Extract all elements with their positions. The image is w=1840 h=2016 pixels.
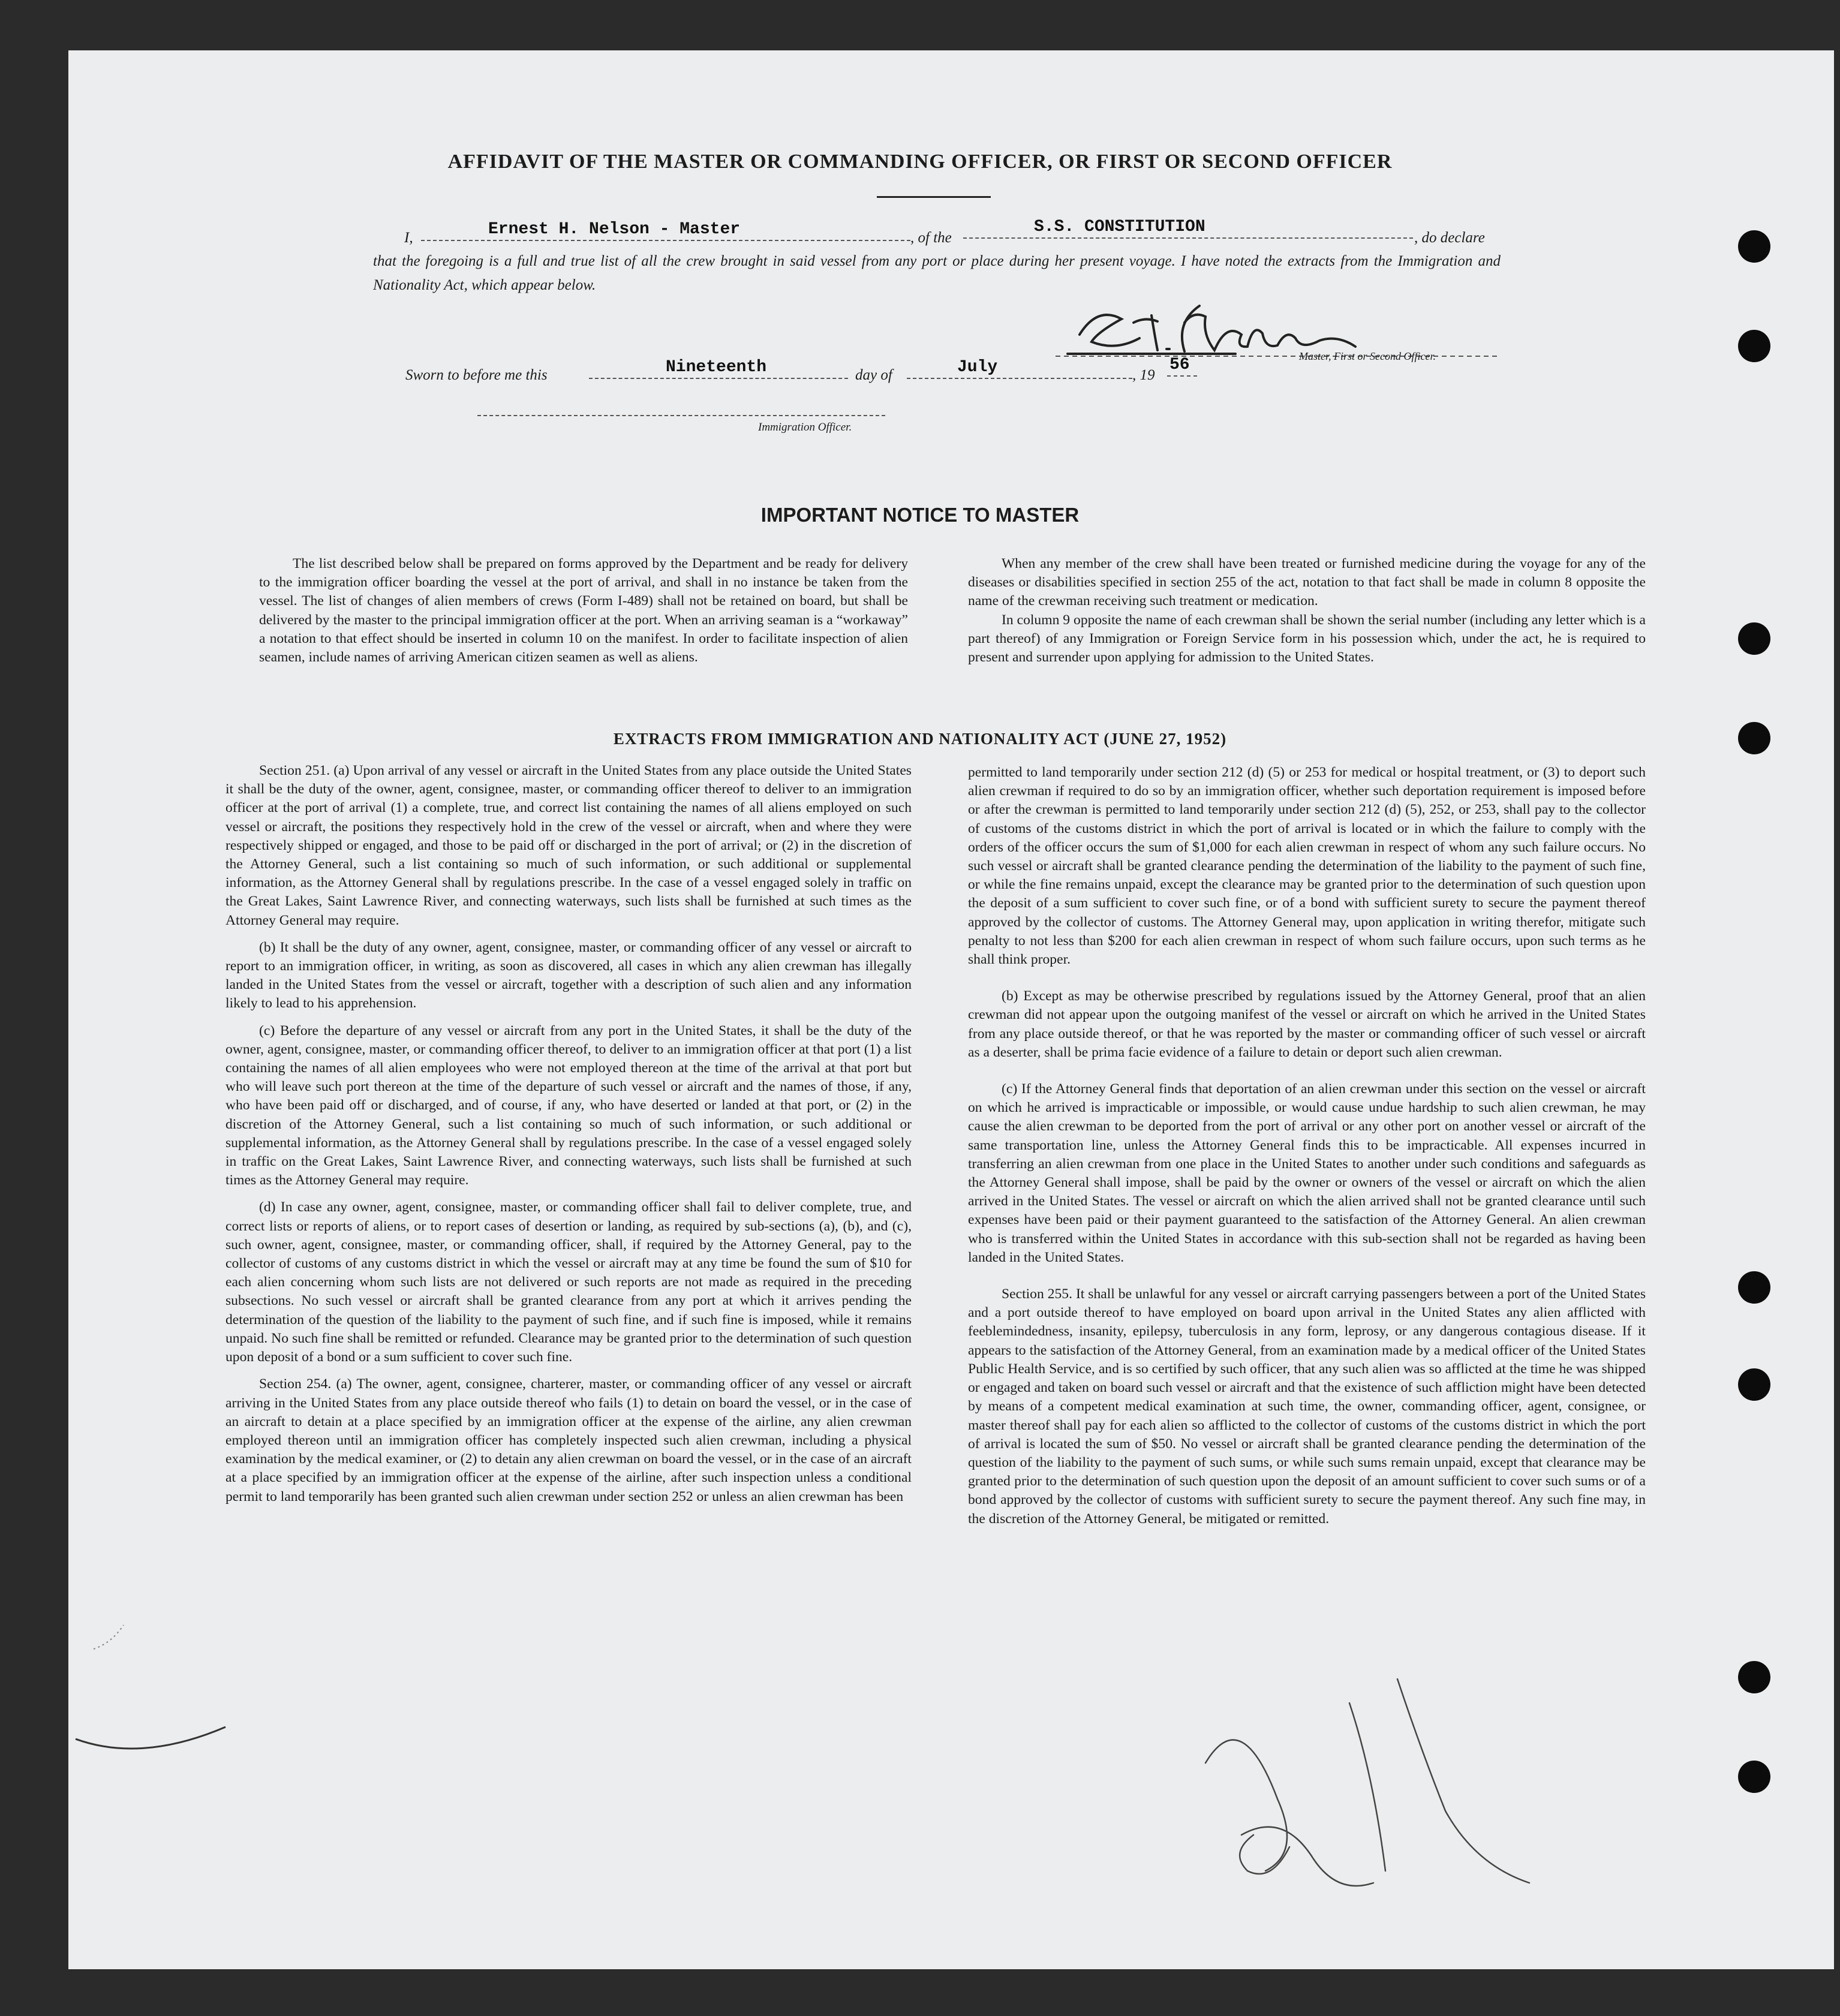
section-paragraph: Section 251. (a) Upon arrival of any vessel or aircraft in the United States from any place outside the United States it shall be the duty of the owner, agent, consignee, master, or commanding officer thereof to deliver to an immigration officer at the port of arrival (1) a complete, true, and correct list containing the names of all aliens employed on such vessel or aircraft, the positions they respectively hold in the crew of the vessel or aircraft, when and where they were respectively shipped or engaged, and those to be paid off or discharged in the port of arrival; or (2) in the discretion of the Attorney General, such a list containing so much of such information, or such additional or supplemental information, as the Attorney General shall by regulations prescribe. In the case of a vessel engaged solely in traffic on the Great Lakes, Saint Lawrence River, and connecting waterways, such lists shall be furnished at such times as the Attorney General may require. bbox=[226, 763, 912, 928]
year-prefix: , 19 bbox=[1132, 367, 1155, 383]
notice-left-column bbox=[259, 555, 908, 675]
notice-left-paragraph: The list described below shall be prepared on forms approved by the Department and be ready for delivery to the immigration officer boarding the vessel at the port of arrival, and shall in no instance be taken from the vessel. The list of changes of alien members of crews (Form I-489) shall not be retained on board, but shall be delivered by the master to the principal immigration officer at the port. When an arriving seaman is a “workaway” a notation to that effect should be inserted in column 10 on the manifest. In order to facilitate inspection of alien seamen, include names of arriving American citizen seamen as well as aliens. bbox=[259, 556, 908, 666]
extracts-left-column bbox=[226, 762, 912, 1515]
immigration-officer-label: Immigration Officer. bbox=[758, 421, 852, 434]
vessel-value: S.S. CONSTITUTION bbox=[1034, 218, 1205, 236]
section-paragraph: (d) In case any owner, agent, consignee, master, or commanding officer shall fail to deliver complete, true, and correct lists or reports of aliens, or to report cases of desertion or landing, as required by sub-sections (a), (b), and (c), such owner, agent, consignee, master, or commanding officer, shall, if required by the Attorney General, pay to the collector of customs of any customs district in which the vessel or aircraft may at any time be found the sum of $10 for each alien concerning whom such lists are not delivered or such reports are not made as required in the preceding subsections. No such vessel or aircraft shall be granted clearance from any port at which it arrives pending the determination of the question of the liability to the payment of such fine, and if such fine is imposed, while it remains unpaid. No such fine shall be remitted or refunded. Clearance may be granted prior to the determination of such question upon deposit of a bond or a sum sufficient to cover such fine. bbox=[226, 1199, 912, 1365]
of-the-label: , of the bbox=[910, 230, 952, 246]
day-of-label: day of bbox=[855, 367, 892, 383]
section-paragraph: (c) If the Attorney General finds that deportation of an alien crewman under this section on the vessel or aircraft on which he arrived is impracticable or impossible, or would cause undue hardship to such alien crewman, he may cause the alien crewman to be deported from the port of arrival or any other port on another vessel or aircraft of the same transportation line, unless the Attorney General finds this to be impracticable. All expenses incurred in transferring an alien crewman from one place in the United States to another under such conditions and safeguards as the Attorney General shall impose, shall be paid by the owner or owners of the vessel or aircraft on which the alien arrived in the United States. The vessel or aircraft on which the alien arrived shall not be granted clearance until such expenses have been paid or their payment guaranteed to the satisfaction of the Attorney General. An alien crewman who is transferred within the United States in accordance with this sub-section shall not be regarded as having been landed in the United States. bbox=[968, 1081, 1646, 1265]
declarant-field bbox=[421, 222, 910, 241]
title-divider bbox=[877, 196, 991, 198]
punch-hole bbox=[1738, 1271, 1770, 1304]
punch-hole bbox=[1738, 230, 1770, 263]
section-paragraph: (b) Except as may be otherwise prescribed by regulations issued by the Attorney General, proof that an alien crewman did not appear upon the outgoing manifest of the vessel or aircraft on which he arrived in the United States from any place outside thereof, or that he was reported by the master or commanding officer of such vessel or aircraft as a deserter, shall be prima facie evidence of a failure to detain or deport such alien crewman. bbox=[968, 988, 1646, 1060]
sworn-day-value: Nineteenth bbox=[666, 358, 767, 377]
sworn-month-field bbox=[907, 360, 1132, 379]
declaration-prefix: I, bbox=[404, 230, 413, 246]
sworn-month-value: July bbox=[957, 358, 998, 377]
stamp-fragment bbox=[70, 1571, 249, 1763]
sworn-day-field bbox=[589, 360, 848, 379]
extracts-right-column bbox=[968, 763, 1646, 1537]
punch-hole bbox=[1738, 622, 1770, 655]
section-paragraph: permitted to land temporarily under section 212 (d) (5) or 253 for medical or hospital treatment, or (3) to deport such alien crewman if required to do so by an immigration officer, whether such deportation requirement is imposed before or after the crewman is permitted to land temporarily under section 212 (d) (5), 252, or 253, shall pay to the collector of customs of the customs district in which the port of arrival is located or in which the failure to comply with the orders of the officer occurs the sum of $1,000 for each alien crewman in respect of whom any such failure occurs. No such vessel or aircraft shall be granted clearance pending the determination of the liability to the payment of such fine, or while the fine remains unpaid, except the clearance may be granted prior to the determination of such question upon the deposit of a sum sufficient to cover such fine, or of a bond with sufficient surety to secure the payment thereof approved by the collector of customs. The Attorney General may, upon application in writing therefor, mitigate such penalty to not less than $200 for each alien crewman in respect of whom such failure occurs, upon such terms as he shall think proper. bbox=[968, 765, 1646, 968]
declaration-text: that the foregoing is a full and true list of all the crew brought in said vessel from any port or place during her present voyage. I have noted the extracts from the Immigration and Nationality Act, which appear below. bbox=[373, 253, 1501, 293]
notice-right-paragraph: In column 9 opposite the name of each crewman shall be shown the serial number (including any letter which is a part thereof) of any Immigration or Foreign Service form in his possession which, under the act, he is required to present and surrender upon applying for admission to the United States. bbox=[968, 612, 1646, 666]
punch-hole bbox=[1738, 1661, 1770, 1693]
sworn-prefix: Sworn to before me this bbox=[405, 367, 548, 383]
notice-title: IMPORTANT NOTICE TO MASTER bbox=[760, 504, 1080, 526]
affidavit-title: AFFIDAVIT OF THE MASTER OR COMMANDING OFFICER, OR FIRST OR SECOND OFFICER bbox=[447, 151, 1393, 173]
do-declare-label: , do declare bbox=[1414, 230, 1485, 246]
signature-caption: Master, First or Second Officer. bbox=[1299, 350, 1436, 362]
sworn-year-field bbox=[1167, 357, 1197, 377]
notice-right-paragraph: When any member of the crew shall have been treated or furnished medicine during the voyage for any of the diseases or disabilities specified in section 255 of the act, notation to that fact shall be made in column 8 opposite the name of the crewman receiving such treatment or medication. bbox=[968, 556, 1646, 609]
declarant-value: Ernest H. Nelson - Master bbox=[488, 220, 741, 239]
punch-hole bbox=[1738, 330, 1770, 362]
section-paragraph: (c) Before the departure of any vessel or aircraft from any port in the United States, it shall be the duty of the owner, agent, consignee, master, or commanding officer thereof, to deliver to an immigration officer at that port (1) a list containing the names of all alien employees who were not employed thereon at the time of the arrival at that port but who will leave such port thereon at the time of the departure of such vessel or aircraft and the names of those, if any, who have been paid off or discharged, and of course, if any, who have deserted or landed at that port, or (2) in the discretion of the Attorney General, such a list containing so much of such information, or such additional or supplemental information, as the Attorney General shall by regulations prescribe. In the case of a vessel engaged solely in traffic on the Great Lakes, Saint Lawrence River, and connecting waterways, such lists shall be furnished at such times as the Attorney General may require. bbox=[226, 1022, 912, 1188]
pen-scribble bbox=[1193, 1655, 1613, 1919]
immigration-officer-line bbox=[477, 415, 885, 416]
vessel-field bbox=[963, 219, 1413, 239]
section-paragraph: Section 255. It shall be unlawful for any vessel or aircraft carrying passengers between a port of the United States and a port outside thereof to have employed on board upon arrival in the United States any alien afflicted with feeblemindedness, insanity, epilepsy, tuberculosis in any form, leprosy, or any dangerous contagious disease. If it appears to the satisfaction of the Attorney General, from an examination made by a medical officer of the United States Public Health Service, and is so certified by such officer, that any such alien was so afflicted at the time he was shipped or engaged and taken on board such vessel or aircraft and that the existence of such affliction might have been detected by means of a competent medical examination at such time, the owner, commanding officer, agent, consignee, or master thereof shall pay for each alien so afflicted to the collector of customs of the customs district in which the port of arrival is located the sum of $50. No vessel or aircraft shall be granted clearance pending the determination of the question of the liability to the payment of such sums, or while such sums remain unpaid, except that clearance may be granted prior to the determination of such question upon the deposit of an amount sufficient to cover such sums or of a bond approved by the collector of customs with sufficient surety to secure the payment thereof. Any such fine may, in the discretion of the Attorney General, be mitigated or remitted. bbox=[968, 1286, 1646, 1527]
section-paragraph: Section 254. (a) The owner, agent, consignee, charterer, master, or commanding officer of any vessel or aircraft arriving in the United States from any place outside thereof who fails (1) to detain on board the vessel, or in the case of an aircraft to detain at a place specified by an immigration officer at the expense of the airline, any alien crewman employed thereon until an immigration officer has completely inspected such alien crewman, including a physical examination by the medical examiner, or (2) to detain any alien crewman on board the vessel, or in the case of an aircraft at a place specified by an immigration officer at the expense of the airline, after such inspection unless a conditional permit to land temporarily has been granted such alien crewman under section 252 or unless an alien crewman has been bbox=[226, 1376, 912, 1505]
punch-hole bbox=[1738, 1368, 1770, 1401]
notice-right-column bbox=[968, 555, 1646, 667]
sworn-year-value: 56 bbox=[1169, 356, 1190, 374]
punch-hole bbox=[1738, 1761, 1770, 1793]
extracts-title: EXTRACTS FROM IMMIGRATION AND NATIONALITY ACT (JUNE 27, 1952) bbox=[613, 730, 1227, 748]
section-paragraph: (b) It shall be the duty of any owner, agent, consignee, master, or commanding officer of any vessel or aircraft to report to an immigration officer, in writing, as soon as discovered, all cases in which any alien crewman has illegally landed in the United States from the vessel or aircraft, together with a description of such alien and any information likely to lead to his apprehension. bbox=[226, 939, 912, 1012]
